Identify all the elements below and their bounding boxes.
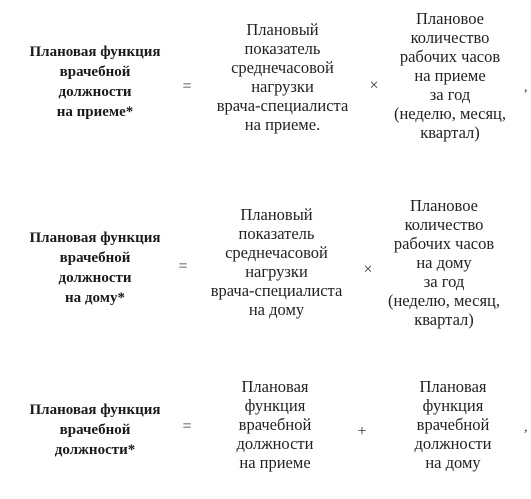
row1-edge-mark: ,: [524, 80, 528, 95]
row3-equals-sign: =: [182, 418, 192, 435]
row3-term2-line: функция: [422, 396, 484, 415]
row3-lhs-line: должности*: [54, 442, 136, 458]
row1-lhs-line: Плановая функция: [29, 44, 161, 60]
row1-lhs-line: должности: [58, 84, 132, 100]
row2-lhs-line: врачебной: [59, 250, 131, 266]
row1-term1: [200, 20, 365, 134]
row3-edge-mark: ,: [524, 420, 528, 435]
row1-term1-line: нагрузки: [251, 77, 314, 96]
row1-lhs-line: врачебной: [59, 64, 131, 80]
row1-term2-line: Плановое: [415, 9, 484, 28]
row2-lhs-line: на дому*: [65, 290, 125, 306]
row3-term2-line: должности: [414, 434, 492, 453]
row2-lhs-line: Плановая функция: [29, 230, 161, 246]
row2-times-sign: ×: [363, 261, 373, 278]
row1-term1-line: врача-специалиста: [216, 96, 349, 115]
row1-term2-line: за год: [429, 85, 471, 104]
row2-term1-line: нагрузки: [245, 262, 308, 281]
row2-term1-line: врача-специалиста: [210, 281, 343, 300]
row1-term2-line: (неделю, месяц,: [393, 104, 506, 123]
row2-term2-line: на дому: [416, 253, 472, 272]
row3-term1-line: Плановая: [241, 377, 309, 396]
row1-term2-line: количество: [410, 28, 490, 47]
row3-term1: [200, 377, 350, 472]
row3-lhs: [10, 400, 180, 460]
row3-term1-line: должности: [236, 434, 314, 453]
row1-lhs-line: на приеме*: [56, 104, 134, 120]
row3-term1-line: на приеме: [239, 453, 311, 472]
row2-term2-line: за год: [423, 272, 465, 291]
row3-lhs-line: врачебной: [59, 422, 131, 438]
row1-equals-sign: =: [182, 78, 192, 95]
row3-lhs-line: Плановая функция: [29, 402, 161, 418]
row1-term1-line: показатель: [244, 39, 321, 58]
row1-lhs: [10, 42, 180, 122]
row3-term2-line: врачебной: [416, 415, 490, 434]
row2-lhs-line: должности: [58, 270, 132, 286]
row2-term2-line: рабочих часов: [393, 234, 495, 253]
row2-term2: [374, 196, 514, 329]
row1-term1-line: на приеме.: [244, 115, 321, 134]
row1-term1-line: Плановый: [246, 20, 319, 39]
row2-term1-line: на дому: [248, 300, 305, 319]
row2-term2-line: квартал): [414, 310, 474, 329]
row2-term1-line: показатель: [238, 224, 315, 243]
row3-term2: [378, 377, 528, 472]
row2-term1-line: среднечасовой: [225, 243, 328, 262]
row3-term2-line: на дому: [425, 453, 481, 472]
row3-term2-line: Плановая: [419, 377, 487, 396]
row2-term1: [194, 205, 359, 319]
row3-term1-line: функция: [244, 396, 306, 415]
row1-times-sign: ×: [369, 77, 379, 94]
row2-equals-sign: =: [178, 258, 188, 275]
row2-term2-line: (неделю, месяц,: [387, 291, 500, 310]
row2-term2-line: Плановое: [409, 196, 478, 215]
row3-plus-sign: +: [357, 423, 367, 440]
row1-term2-line: на приеме: [414, 66, 486, 85]
row1-term2-line: рабочих часов: [399, 47, 501, 66]
row1-term2-line: квартал): [420, 123, 480, 142]
row1-term2: [380, 9, 520, 142]
row2-term1-line: Плановый: [240, 205, 313, 224]
row1-term1-line: среднечасовой: [231, 58, 334, 77]
row3-term1-line: врачебной: [238, 415, 312, 434]
row2-term2-line: количество: [404, 215, 484, 234]
row2-lhs: [10, 228, 180, 308]
